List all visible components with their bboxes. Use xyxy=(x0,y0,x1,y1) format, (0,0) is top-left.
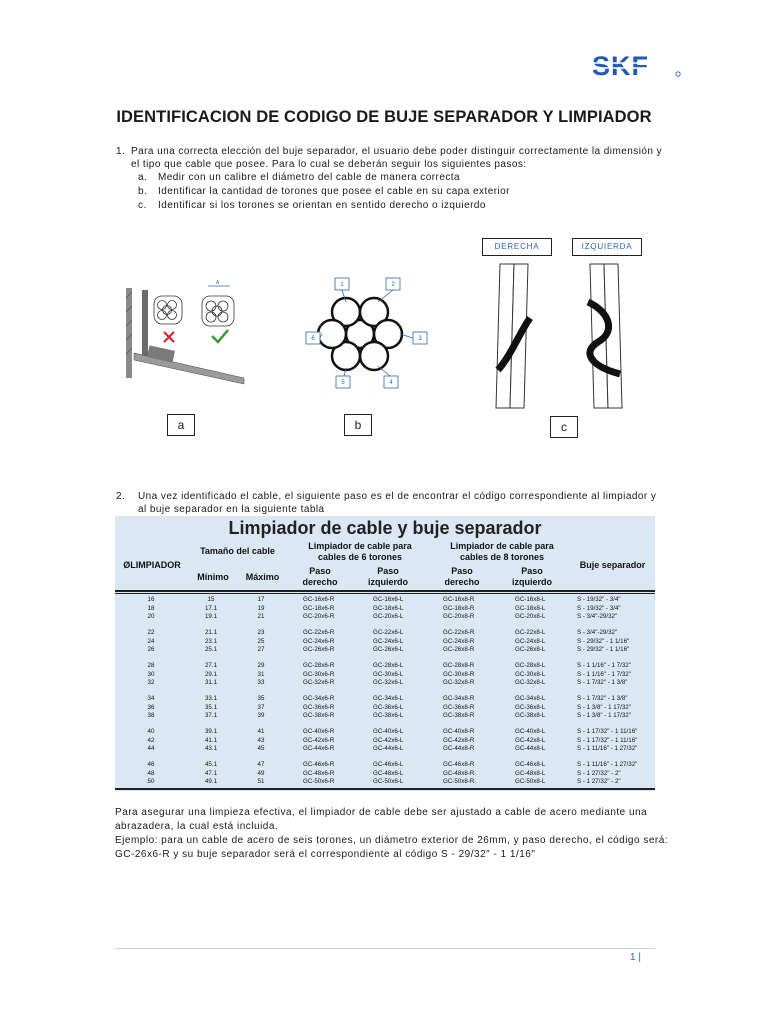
table-cell: GC-46x6-R xyxy=(303,761,335,768)
step1-item-b-mark: b. xyxy=(138,186,148,197)
table-cell: S - 1 7/32" - 1 3/8" xyxy=(577,679,628,687)
table-cell: 29 xyxy=(257,662,265,669)
header-buje: Buje separador xyxy=(579,560,646,570)
table-cell: S - 19/32" - 3/4" xyxy=(577,596,621,603)
table-cell: 38 xyxy=(147,712,155,720)
table-cell: S - 1 11/16" - 1 27/32" xyxy=(577,761,638,768)
table-cell: GC-38x8-R xyxy=(443,712,475,720)
table-cell: 39 xyxy=(257,712,265,720)
table-cell: GC-36x6-L xyxy=(373,703,404,711)
table-cell: 23.1 xyxy=(204,637,218,645)
label-izquierda: IZQUIERDA xyxy=(572,238,642,256)
header-limpiador: ØLIMPIADOR xyxy=(123,560,181,570)
table-cell: 17 xyxy=(257,596,265,603)
table-cell: S - 3/4"-29/32" xyxy=(577,629,618,636)
table-cell: GC-32x8-R xyxy=(443,679,475,687)
table-title: Limpiador de cable y buje separador xyxy=(228,518,542,538)
table-cell: S - 1 17/32" - 1 11/16" xyxy=(577,728,638,735)
table-cell: 18 xyxy=(147,604,155,612)
table-cell: GC-46x8-L xyxy=(515,761,546,768)
table-cell: GC-30x6-L xyxy=(373,670,404,678)
table-cell: GC-48x6-L xyxy=(373,769,404,777)
code-table xyxy=(115,516,655,791)
closing-line2: abrazadera, la cual está incluida. xyxy=(115,821,279,832)
strand-num-6: 6 xyxy=(311,336,315,342)
table-cell: 27 xyxy=(257,646,265,654)
table-cell: S - 29/32" - 1 1/16" xyxy=(577,637,630,645)
table-cell: 47.1 xyxy=(204,769,218,777)
table-cell: GC-38x8-L xyxy=(515,712,546,720)
table-cell: GC-50x6-L xyxy=(373,778,404,786)
step1-item-b: Identificar la cantidad de torones que posee el cable en su capa exterior xyxy=(158,186,510,197)
figure-label-a: a xyxy=(167,414,195,436)
skf-logo xyxy=(592,52,682,80)
step1-item-a: Medir con un calibre el diámetro del cable de manera correcta xyxy=(158,172,461,183)
table-cell: GC-30x6-R xyxy=(303,670,335,678)
table-cell: 24 xyxy=(147,637,155,645)
table-cell: 33.1 xyxy=(204,695,218,702)
table-cell: GC-30x8-R xyxy=(443,670,475,678)
strand-diagram xyxy=(300,272,430,399)
table-cell: GC-36x8-R xyxy=(443,703,475,711)
table-cell: 22 xyxy=(147,629,155,636)
table-cell: GC-44x6-L xyxy=(373,745,404,753)
strand-num-2: 2 xyxy=(391,282,395,288)
caliper-illustration xyxy=(124,278,250,391)
table-cell: 19 xyxy=(257,604,265,612)
table-cell: 39.1 xyxy=(204,728,218,735)
closing-line1: Para asegurar una limpieza efectiva, el limpiador de cable debe ser ajustado a cable de acero mediante una xyxy=(115,807,648,818)
table-cell: 21 xyxy=(257,613,265,621)
table-cell: 25.1 xyxy=(204,646,218,654)
table-cell: GC-34x8-L xyxy=(515,695,546,702)
table-cell: GC-24x6-L xyxy=(373,637,404,645)
header-maximo: Máximo xyxy=(245,572,280,582)
table-cell: 42 xyxy=(147,736,155,744)
table-cell: GC-32x6-L xyxy=(373,679,404,687)
step1-number: 1. xyxy=(116,146,126,157)
table-cell: S - 1 7/32" - 1 3/8" xyxy=(577,695,628,702)
skf-logo-mark xyxy=(592,52,682,80)
table-cell: GC-16x6-L xyxy=(373,596,404,603)
table-cell: GC-16x8-L xyxy=(515,596,546,603)
strand-num-3: 3 xyxy=(418,336,422,342)
table-cell: 27.1 xyxy=(204,662,218,669)
table-cell: 49.1 xyxy=(204,778,218,786)
closing-line4: GC-26x6-R y su buje separador será el correspondiente al código S - 29/32" - 1 1/16" xyxy=(115,849,536,860)
table-cell: GC-46x6-L xyxy=(373,761,404,768)
table-cell: GC-42x6-L xyxy=(373,736,404,744)
table-cell: S - 3/4"-29/32" xyxy=(577,613,618,621)
figure-label-c: c xyxy=(550,416,578,438)
step2-line2: al buje separador en la siguiente tabla xyxy=(138,504,325,515)
table-cell: S - 1 17/32" - 1 11/16" xyxy=(577,736,638,744)
page-number: 1 | xyxy=(630,952,641,963)
strand-num-1: 1 xyxy=(340,282,344,288)
header-minimo: Mínimo xyxy=(197,572,229,582)
table-cell: GC-24x6-R xyxy=(303,637,335,645)
table-cell: GC-32x8-L xyxy=(515,679,546,687)
table-cell: 35.1 xyxy=(204,703,218,711)
table-cell: S - 1 1/16" - 1 7/32" xyxy=(577,662,631,669)
table-cell: GC-48x8-L xyxy=(515,769,546,777)
table-cell: GC-34x6-R xyxy=(303,695,335,702)
table-cell: GC-44x6-R xyxy=(303,745,335,753)
table-cell: GC-40x8-L xyxy=(515,728,546,735)
table-cell: 19.1 xyxy=(204,613,218,621)
table-cell: GC-18x8-R xyxy=(443,604,475,612)
table-cell: 49 xyxy=(257,769,265,777)
header-six-paso-izquierdo: Paso izquierdo xyxy=(368,566,408,587)
table-cell: 43.1 xyxy=(204,745,218,753)
table-cell: GC-34x6-L xyxy=(373,695,404,702)
table-cell: 51 xyxy=(257,778,265,786)
table-cell: GC-42x6-R xyxy=(303,736,335,744)
table-cell: GC-20x6-R xyxy=(303,613,335,621)
table-cell: 48 xyxy=(147,769,155,777)
table-cell: GC-40x8-R xyxy=(443,728,475,735)
table-cell: 16 xyxy=(147,596,155,603)
table-cell: GC-44x8-L xyxy=(515,745,546,753)
table-cell: GC-16x8-R xyxy=(443,596,475,603)
table-cell: 45 xyxy=(257,745,265,753)
table-cell: S - 19/32" - 3/4" xyxy=(577,604,621,612)
page-title: IDENTIFICACION DE CODIGO DE BUJE SEPARADOR Y LIMPIADOR xyxy=(116,108,652,126)
step1-line1: Para una correcta elección del buje separador, el usuario debe poder distinguir correctamente la dimensión y xyxy=(131,146,663,157)
step1-item-c: Identificar si los torones se orientan en sentido derecho o izquierdo xyxy=(158,200,486,211)
table-cell: 31.1 xyxy=(204,679,218,687)
header-six-paso-derecho: Paso derecho xyxy=(302,566,338,587)
table-cell: 41 xyxy=(257,728,265,735)
table-cell: 32 xyxy=(147,679,155,687)
table-cell: GC-38x6-L xyxy=(373,712,404,720)
table-cell: GC-26x8-L xyxy=(515,646,546,654)
table-cell: S - 1 1/16" - 1 7/32" xyxy=(577,670,631,678)
strand-num-5: 5 xyxy=(341,380,345,386)
table-cell: GC-32x6-R xyxy=(303,679,335,687)
table-cell: GC-42x8-L xyxy=(515,736,546,744)
table-cell: 37 xyxy=(257,703,265,711)
table-cell: GC-26x6-R xyxy=(303,646,335,654)
table-cell: GC-26x6-L xyxy=(373,646,404,654)
table-cell: GC-34x8-R xyxy=(443,695,475,702)
table-cell: 15 xyxy=(207,596,215,603)
table-cell: 36 xyxy=(147,703,155,711)
table-cell: GC-50x6-R xyxy=(303,778,335,786)
table-cell: S - 1 27/32" - 2" xyxy=(577,769,621,777)
step1-item-c-mark: c. xyxy=(138,200,147,211)
table-cell: 17.1 xyxy=(204,604,218,612)
table-cell: GC-28x8-R xyxy=(443,662,475,669)
table-cell: GC-20x8-L xyxy=(515,613,546,621)
step1-line2: el tipo que cable que posee. Para lo cual se deberán seguir los siguientes pasos: xyxy=(131,159,527,170)
strand-num-4: 4 xyxy=(389,380,393,386)
table-cell: S - 1 11/16" - 1 27/32" xyxy=(577,745,638,753)
figure-label-b: b xyxy=(344,414,372,436)
table-cell: 26 xyxy=(147,646,155,654)
table-cell: S - 29/32" - 1 1/16" xyxy=(577,646,630,654)
table-cell: GC-16x6-R xyxy=(303,596,335,603)
table-cell: GC-28x6-R xyxy=(303,662,335,669)
table-cell: 33 xyxy=(257,679,265,687)
table-cell: 25 xyxy=(257,637,265,645)
table-cell: GC-50x8-L xyxy=(515,778,546,786)
svg-text:A: A xyxy=(216,280,220,286)
table-cell: GC-36x8-L xyxy=(515,703,546,711)
table-cell: 45.1 xyxy=(204,761,218,768)
lay-direction-illustration xyxy=(490,262,640,417)
table-cell: S - 1 27/32" - 2" xyxy=(577,778,621,786)
table-cell: GC-42x8-R xyxy=(443,736,475,744)
table-cell: GC-18x6-R xyxy=(303,604,335,612)
label-derecha: DERECHA xyxy=(482,238,552,256)
table-cell: GC-22x8-L xyxy=(515,629,546,636)
header-eight-paso-derecho: Paso derecho xyxy=(444,566,480,587)
step1-item-a-mark: a. xyxy=(138,172,148,183)
table-cell: GC-22x6-L xyxy=(373,629,404,636)
table-cell: GC-18x6-L xyxy=(373,604,404,612)
table-cell: GC-40x6-R xyxy=(303,728,335,735)
table-cell: GC-24x8-R xyxy=(443,637,475,645)
closing-line3: Ejemplo: para un cable de acero de seis torones, un diámetro exterior de 26mm, y paso derecho, el código será: xyxy=(115,835,669,846)
table-cell: S - 1 3/8" - 1 17/32" xyxy=(577,712,631,720)
table-cell: GC-46x8-R xyxy=(443,761,475,768)
header-tamano: Tamaño del cable xyxy=(200,546,275,556)
table-cell: GC-18x8-L xyxy=(515,604,546,612)
step2-number: 2. xyxy=(116,491,126,502)
table-cell: GC-26x8-R xyxy=(443,646,475,654)
table-cell: GC-48x8-R xyxy=(443,769,475,777)
table-cell: 35 xyxy=(257,695,265,702)
header-eight-strand: Limpiador de cable para cables de 8 torones xyxy=(450,541,554,562)
table-cell: GC-36x6-R xyxy=(303,703,335,711)
table-cell: GC-40x6-L xyxy=(373,728,404,735)
header-eight-paso-izquierdo: Paso izquierdo xyxy=(512,566,552,587)
table-cell: GC-28x6-L xyxy=(373,662,404,669)
table-cell: 20 xyxy=(147,613,155,621)
table-cell: GC-20x8-R xyxy=(443,613,475,621)
table-cell: GC-24x8-L xyxy=(515,637,546,645)
table-cell: 40 xyxy=(147,728,155,735)
table-cell: S - 1 3/8" - 1 17/32" xyxy=(577,703,631,711)
table-cell: 50 xyxy=(147,778,155,786)
table-cell: 44 xyxy=(147,745,155,753)
table-cell: GC-38x6-R xyxy=(303,712,335,720)
table-cell: GC-44x8-R xyxy=(443,745,475,753)
table-cell: GC-20x6-L xyxy=(373,613,404,621)
table-cell: GC-30x8-L xyxy=(515,670,546,678)
table-cell: 23 xyxy=(257,629,265,636)
table-cell: GC-48x6-R xyxy=(303,769,335,777)
header-six-strand: Limpiador de cable para cables de 6 torones xyxy=(308,541,412,562)
table-cell: 41.1 xyxy=(204,736,218,744)
step2-line1: Una vez identificado el cable, el siguiente paso es el de encontrar el código correspondiente al limpiador y xyxy=(138,491,657,502)
table-cell: 21.1 xyxy=(204,629,218,636)
table-cell: 46 xyxy=(147,761,155,768)
table-cell: GC-22x8-R xyxy=(443,629,475,636)
table-cell: 34 xyxy=(147,695,155,702)
table-cell: 31 xyxy=(257,670,265,678)
table-cell: 37.1 xyxy=(204,712,218,720)
table-cell: 43 xyxy=(257,736,265,744)
table-cell: GC-50x8-R xyxy=(443,778,475,786)
table-cell: 47 xyxy=(257,761,265,768)
skf-logo-text: SKF xyxy=(592,52,649,80)
table-cell: 28 xyxy=(147,662,155,669)
table-cell: GC-28x8-L xyxy=(515,662,546,669)
table-cell: 30 xyxy=(147,670,155,678)
table-cell: 29.1 xyxy=(204,670,218,678)
table-cell: GC-22x6-R xyxy=(303,629,335,636)
footer-divider xyxy=(115,948,655,949)
